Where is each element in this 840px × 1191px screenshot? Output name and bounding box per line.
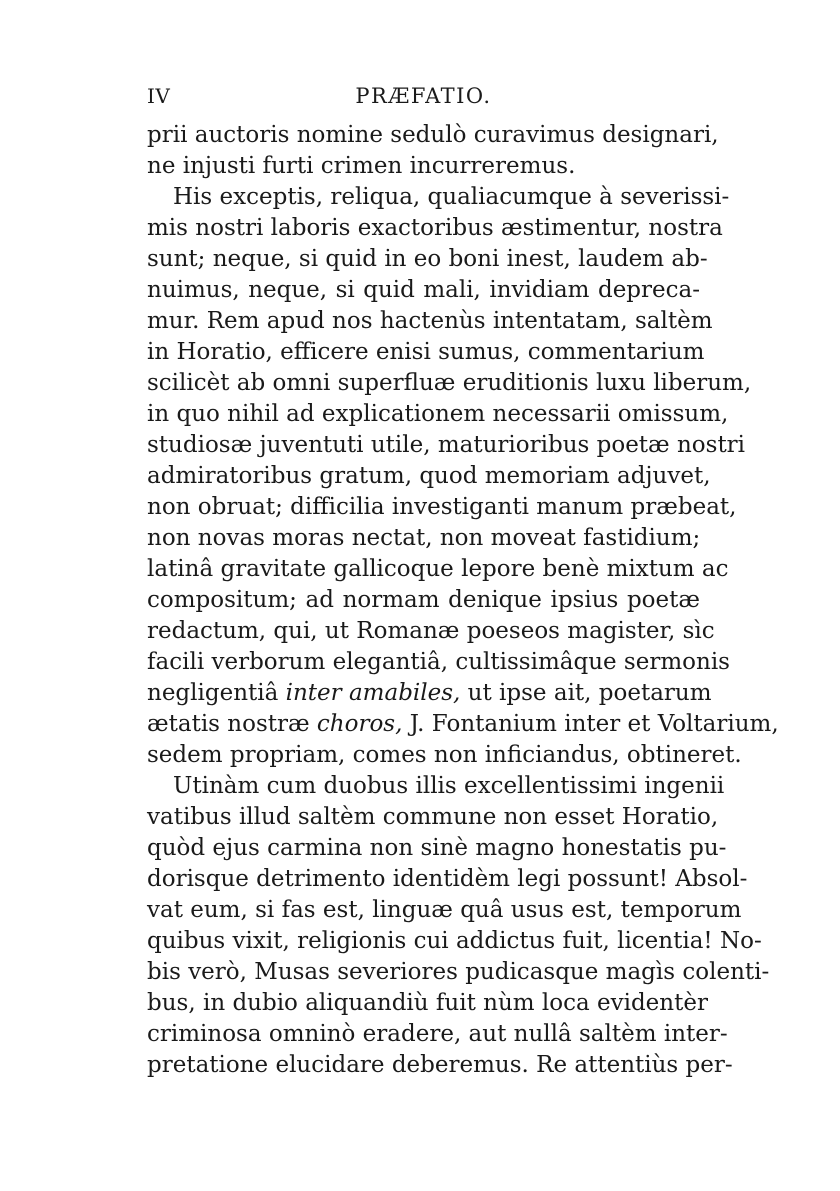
- paragraph: [147, 120, 719, 182]
- text-line: [147, 833, 727, 864]
- text-line: [147, 523, 700, 554]
- running-head: PRÆFATIO.: [355, 84, 492, 108]
- text-line: [147, 554, 729, 585]
- text-line: [147, 802, 719, 833]
- text-line: [147, 275, 700, 306]
- page-header: [147, 84, 700, 114]
- paragraph: [147, 771, 770, 1081]
- text-line: [147, 926, 762, 957]
- text-segment: admiratoribus gratum, quod memoriam adjuvet,: [147, 463, 711, 489]
- text-segment: dorisque detrimento identidèm legi possunt! Absol-: [147, 866, 748, 892]
- text-segment: mis nostri laboris exactoribus æstimentur, nostra: [147, 215, 723, 241]
- text-segment: negligentiâ: [147, 680, 286, 706]
- italic-text: inter amabiles,: [285, 680, 461, 706]
- text-segment: bus, in dubio aliquandiù fuit nùm loca evidentèr: [147, 990, 708, 1016]
- text-segment: J. Fontanium inter et Voltarium,: [402, 711, 779, 737]
- text-segment: redactum, qui, ut Romanæ poeseos magister, sìc: [147, 618, 715, 644]
- paragraph: [147, 182, 779, 771]
- text-segment: non obruat; difficilia investiganti manum præbeat,: [147, 494, 737, 520]
- text-line: [147, 399, 729, 430]
- italic-text: choros,: [316, 711, 403, 737]
- text-line: [147, 957, 770, 988]
- text-segment: latinâ gravitate gallicoque lepore benè mixtum ac: [147, 556, 729, 582]
- text-segment: pretatione elucidare deberemus. Re attentiùs per-: [147, 1052, 733, 1078]
- text-line: [147, 895, 742, 926]
- text-segment: vat eum, si fas est, linguæ quâ usus est, temporum: [147, 897, 742, 923]
- text-segment: ætatis nostræ: [147, 711, 317, 737]
- text-line: [147, 368, 752, 399]
- text-line: [147, 492, 737, 523]
- text-line: [147, 430, 746, 461]
- text-line: [147, 1050, 733, 1081]
- text-segment: scilicèt ab omni superfluæ eruditionis luxu liberum,: [147, 370, 752, 396]
- text-line: [147, 213, 723, 244]
- text-segment: ut ipse ait, poetarum: [460, 680, 712, 706]
- text-line: [147, 1019, 728, 1050]
- text-segment: criminosa omninò eradere, aut nullâ saltèm inter-: [147, 1021, 728, 1047]
- text-segment: facili verborum elegantiâ, cultissimâque sermonis: [147, 649, 730, 675]
- text-segment: prii auctoris nomine sedulò curavimus designari,: [147, 122, 719, 148]
- text-line: [147, 337, 705, 368]
- text-segment: ne injusti furti crimen incurreremus.: [147, 153, 576, 179]
- text-segment: Utinàm cum duobus illis excellentissimi ingenii: [173, 773, 725, 799]
- text-line: [147, 616, 715, 647]
- text-line: [147, 306, 713, 337]
- text-segment: sedem propriam, comes non inficiandus, obtineret.: [147, 742, 742, 768]
- text-line: [147, 647, 730, 678]
- text-line: [147, 988, 708, 1019]
- page-number: IV: [147, 84, 171, 108]
- text-line: [147, 151, 700, 182]
- text-segment: non novas moras nectat, non moveat fastidium;: [147, 525, 701, 551]
- text-segment: His exceptis, reliqua, qualiacumque à severissi-: [173, 184, 730, 210]
- text-line: [147, 585, 700, 616]
- text-line: [147, 709, 779, 740]
- text-segment: compositum; ad normam denique ipsius poetæ: [147, 587, 700, 613]
- text-line: [147, 678, 712, 709]
- text-line: [147, 864, 748, 895]
- text-segment: in Horatio, efficere enisi sumus, commentarium: [147, 339, 705, 365]
- text-line: [147, 182, 730, 213]
- text-line: [147, 120, 719, 151]
- text-line: [147, 461, 711, 492]
- text-segment: quòd ejus carmina non sinè magno honestatis pu-: [147, 835, 727, 861]
- text-segment: mur. Rem apud nos hactenùs intentatam, saltèm: [147, 308, 713, 334]
- text-line: [147, 740, 742, 771]
- text-segment: studiosæ juventuti utile, maturioribus poetæ nostri: [147, 432, 746, 458]
- text-segment: in quo nihil ad explicationem necessarii omissum,: [147, 401, 729, 427]
- text-segment: quibus vixit, religionis cui addictus fuit, licentia! No-: [147, 928, 762, 954]
- text-segment: nuimus, neque, si quid mali, invidiam depreca-: [147, 277, 700, 303]
- text-segment: bis verò, Musas severiores pudicasque magìs colenti-: [147, 959, 770, 985]
- text-line: [147, 771, 725, 802]
- text-segment: vatibus illud saltèm commune non esset Horatio,: [147, 804, 719, 830]
- body-text: [147, 120, 779, 1081]
- text-segment: sunt; neque, si quid in eo boni inest, laudem ab-: [147, 246, 708, 272]
- text-line: [147, 244, 708, 275]
